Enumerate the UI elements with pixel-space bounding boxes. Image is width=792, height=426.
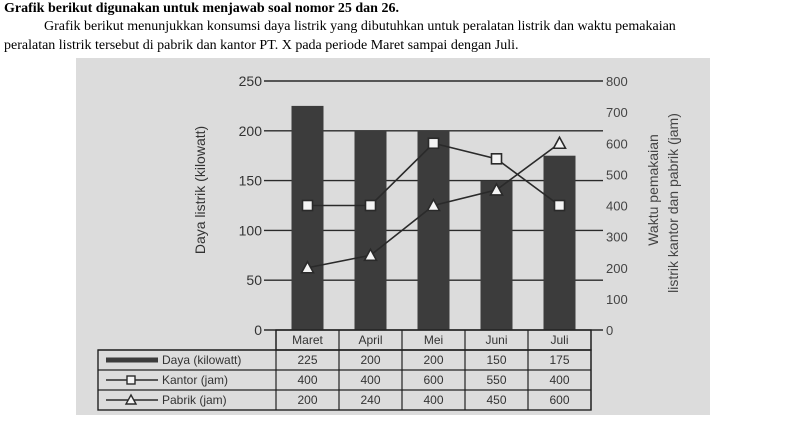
marker-kantor xyxy=(492,154,502,164)
left-tick-label: 200 xyxy=(238,122,262,139)
left-tick-label: 250 xyxy=(238,73,262,89)
legend-swatch-bar xyxy=(106,358,158,363)
right-tick-label: 200 xyxy=(606,260,628,276)
right-tick-label: 400 xyxy=(606,198,628,214)
table-cell: 550 xyxy=(486,373,507,387)
legend-label: Daya (kilowatt) xyxy=(162,353,242,367)
right-tick-label: 600 xyxy=(606,136,628,152)
right-tick-label: 500 xyxy=(606,167,628,183)
marker-kantor xyxy=(303,201,313,211)
bar-daya xyxy=(544,156,576,330)
data-table xyxy=(98,330,591,410)
table-cell: 450 xyxy=(486,393,507,407)
bar-daya xyxy=(355,131,387,330)
category-label: Maret xyxy=(292,333,323,347)
table-cell: 225 xyxy=(297,353,318,367)
right-axis-label-line2: listrik kantor dan pabrik (jam) xyxy=(665,113,681,293)
right-tick-label: 700 xyxy=(606,105,628,121)
left-tick-label: 100 xyxy=(238,222,262,239)
table-cell: 400 xyxy=(360,373,381,387)
left-axis-label: Daya listrik (kilowatt) xyxy=(192,125,208,255)
right-axis-ticks xyxy=(606,74,628,338)
left-axis-ticks xyxy=(239,73,263,338)
marker-kantor xyxy=(429,138,439,148)
chart-description-continued: peralatan listrik tersebut di pabrik dan kantor PT. X pada periode Maret sampai dengan Juli. xyxy=(4,38,519,53)
left-tick-label: 150 xyxy=(238,172,262,189)
table-cell: 600 xyxy=(423,373,444,387)
bar-daya xyxy=(418,131,450,330)
bar-daya xyxy=(481,181,513,330)
right-axis-label-line1: Waktu pemakaian xyxy=(645,134,661,246)
legend-label: Kantor (jam) xyxy=(162,373,229,387)
left-tick-label: 0 xyxy=(254,322,262,338)
table-cell: 240 xyxy=(360,393,381,407)
marker-kantor xyxy=(555,201,565,211)
chart-svg xyxy=(76,58,710,415)
table-cell: 200 xyxy=(423,353,444,367)
table-cell: 600 xyxy=(549,393,570,407)
chart-photo xyxy=(76,58,710,415)
table-cell: 200 xyxy=(297,393,318,407)
table-cell: 175 xyxy=(549,353,570,367)
table-cell: 400 xyxy=(549,373,570,387)
legend-label: Pabrik (jam) xyxy=(162,393,227,407)
question-heading: Grafik berikut digunakan untuk menjawab soal nomor 25 dan 26. xyxy=(4,1,399,16)
marker-kantor xyxy=(366,201,376,211)
table-cell: 400 xyxy=(297,373,318,387)
marker-pabrik xyxy=(554,137,566,148)
right-tick-label: 300 xyxy=(606,229,628,245)
table-cell: 150 xyxy=(486,353,507,367)
category-label: Juni xyxy=(485,333,508,347)
right-tick-label: 0 xyxy=(606,323,614,338)
category-label: Juli xyxy=(550,333,569,347)
right-tick-label: 800 xyxy=(606,74,628,89)
right-tick-label: 100 xyxy=(606,291,628,307)
category-label: Mei xyxy=(423,333,444,347)
table-cell: 400 xyxy=(423,393,444,407)
table-cell: 200 xyxy=(360,353,381,367)
legend-marker-square xyxy=(127,376,135,384)
chart-description: Grafik berikut menunjukkan konsumsi daya listrik yang dibutuhkan untuk peralatan listrik dan waktu pemakaian xyxy=(44,19,676,34)
category-label: April xyxy=(358,333,383,347)
left-tick-label: 50 xyxy=(246,272,262,289)
question-text xyxy=(4,0,790,55)
bar-daya xyxy=(292,106,324,330)
